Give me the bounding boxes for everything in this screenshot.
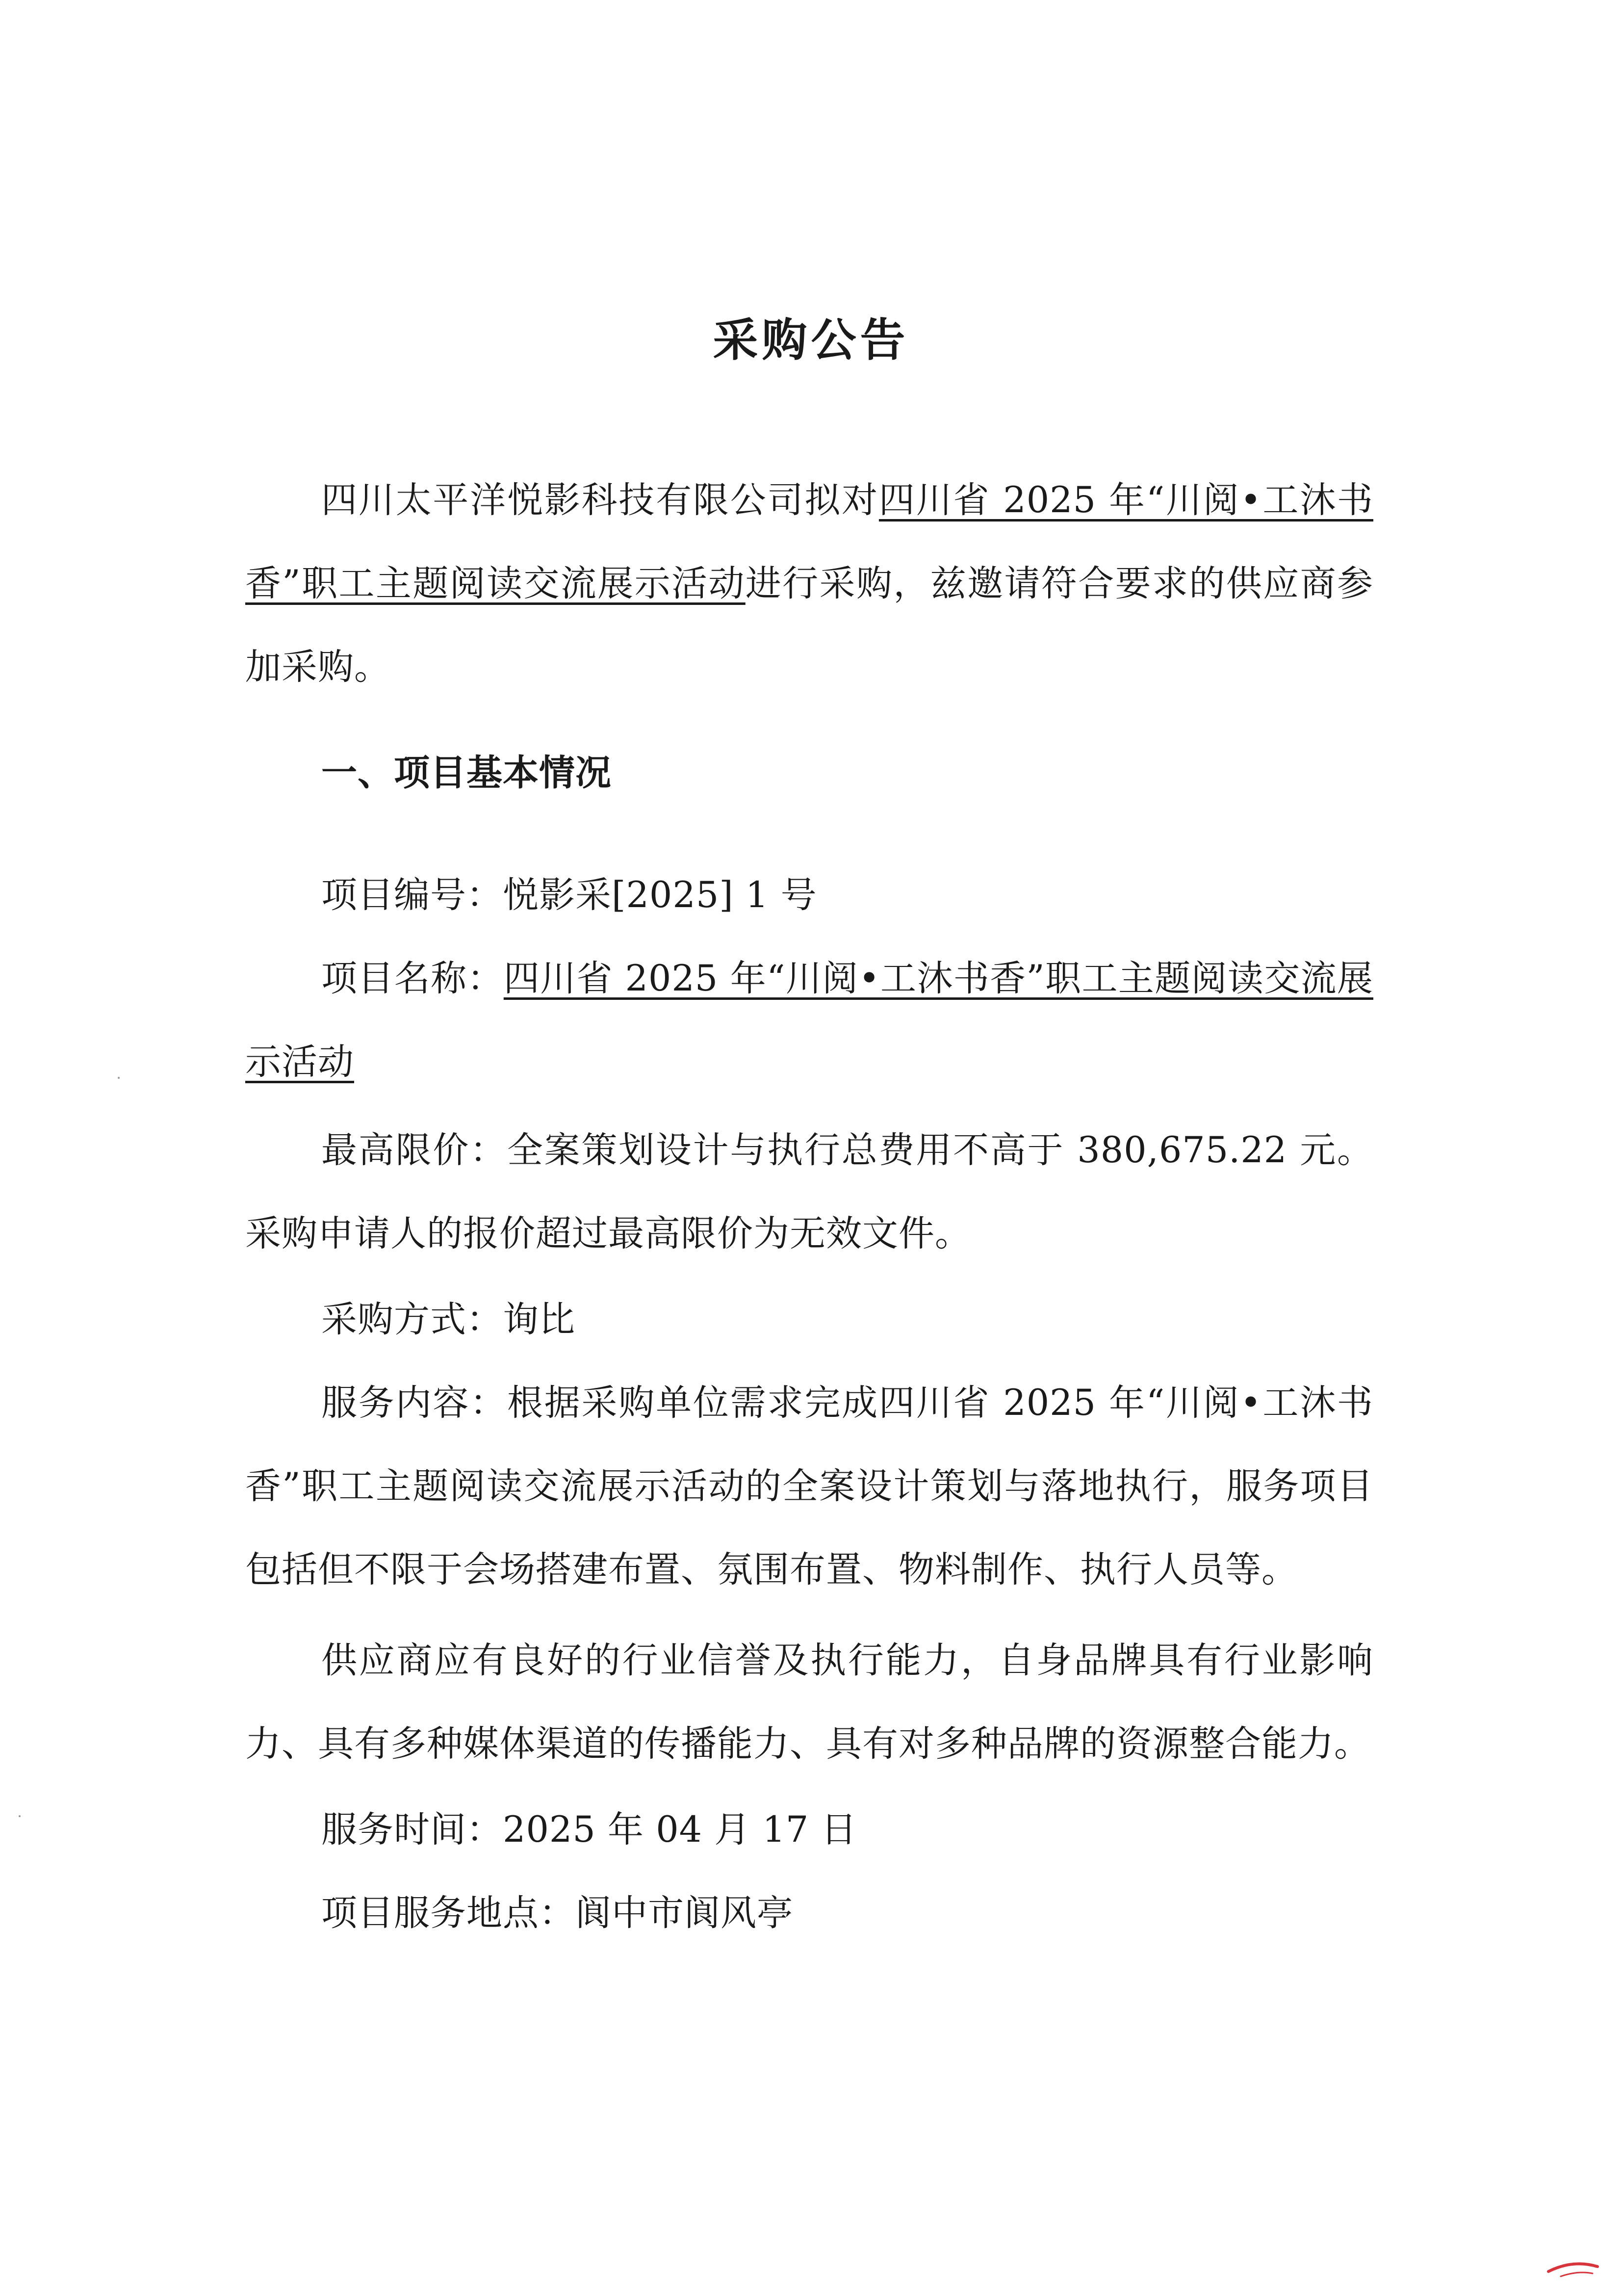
service-time: 服务时间：2025 年 04 月 17 日 (321, 1809, 857, 1851)
project-name-label: 项目名称： (321, 958, 504, 999)
scan-speck (19, 1815, 21, 1817)
service-content: 服务内容：根据采购单位需求完成四川省 2025 年“川阅•工沐书香”职工主题阅读交流展示活动的全案设计策划与落地执行，服务项目包括但不限于会场搭建布置、氛围布置、物料制作、执行人员等。 (245, 1382, 1373, 1591)
corner-logo-mark (1544, 2257, 1602, 2281)
intro-prefix: 四川太平洋悦影科技有限公司拟对 (321, 479, 879, 521)
page-title: 采购公告 (713, 313, 909, 366)
intro-suffix: 进行采购，兹邀请符合要求的供应商参加采购。 (245, 563, 1374, 688)
intro-paragraph (245, 459, 1373, 709)
project-name (245, 937, 1373, 1104)
project-number: 项目编号：悦影采[2025] 1 号 (321, 874, 817, 916)
project-name-value: 四川省 2025 年“川阅•工沐书香”职工主题阅读交流展示活动 (245, 958, 1374, 1083)
service-location: 项目服务地点：阆中市阆风亭 (321, 1892, 793, 1934)
max-price: 最高限价：全案策划设计与执行总费用不高于 380,675.22 元。采购申请人的报价超过最高限价为无效文件。 (245, 1129, 1373, 1254)
scan-speck (118, 1077, 120, 1079)
intro-project-name: 四川省 2025 年“川阅•工沐书香”职工主题阅读交流展示活动 (245, 479, 1373, 604)
supplier-requirements: 供应商应有良好的行业信誉及执行能力，自身品牌具有行业影响力、具有多种媒体渠道的传播能力、具有对多种品牌的资源整合能力。 (245, 1640, 1373, 1765)
section-heading: 一、项目基本情况 (321, 752, 612, 794)
procurement-method: 采购方式：询比 (321, 1299, 575, 1340)
